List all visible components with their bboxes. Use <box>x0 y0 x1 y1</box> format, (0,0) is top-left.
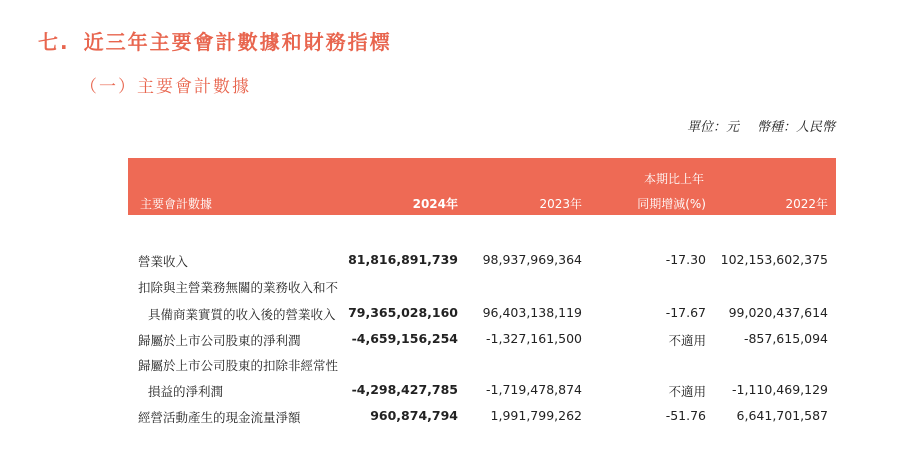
table-row-adjusted-net-profit-label <box>128 356 836 374</box>
row-label-line2: 具備商業實質的收入後的營業收入 <box>148 307 336 322</box>
table-row-operating-cash-flow <box>128 408 836 426</box>
value-2022: -1,110,469,129 <box>732 382 828 397</box>
header-2022: 2022年 <box>785 197 828 211</box>
value-2022: -857,615,094 <box>743 331 828 346</box>
table-row-adjusted-revenue-label <box>128 278 836 296</box>
unit-label: 單位：元 <box>686 120 739 135</box>
header-change-line1: 本期比上年 <box>643 172 704 186</box>
row-label-line1: 歸屬於上市公司股東的扣除非經常性 <box>138 358 339 373</box>
table-row-adjusted-revenue <box>128 305 836 323</box>
value-2024: 79,365,028,160 <box>348 305 458 320</box>
value-2024: -4,659,156,254 <box>351 331 458 346</box>
table-row-adjusted-net-profit <box>128 382 836 400</box>
header-2024: 2024年 <box>412 197 458 211</box>
value-2023: -1,327,161,500 <box>486 331 582 346</box>
section-number: 七. <box>38 30 70 54</box>
value-2023: 1,991,799,262 <box>490 408 582 423</box>
value-2022: 102,153,602,375 <box>720 252 828 267</box>
header-label: 主要會計數據 <box>140 197 213 211</box>
table-row-net-profit <box>128 331 836 349</box>
section-title <box>38 26 392 55</box>
table-row-revenue <box>128 252 836 270</box>
value-2024: 960,874,794 <box>370 408 458 423</box>
value-change: -17.30 <box>665 252 706 267</box>
value-change: 不適用 <box>668 384 706 399</box>
value-2023: -1,719,478,874 <box>486 382 582 397</box>
value-2022: 6,641,701,587 <box>736 408 828 423</box>
section-title-text: 近三年主要會計數據和財務指標 <box>83 30 392 54</box>
value-2024: 81,816,891,739 <box>348 252 458 267</box>
row-label-line2: 損益的淨利潤 <box>148 384 224 399</box>
header-2023: 2023年 <box>539 197 582 211</box>
unit-note <box>687 116 835 135</box>
value-2024: -4,298,427,785 <box>351 382 458 397</box>
header-change-line2: 同期增減(%) <box>637 197 706 211</box>
value-change: -17.67 <box>665 305 706 320</box>
value-2023: 96,403,138,119 <box>482 305 582 320</box>
value-change: -51.76 <box>665 408 706 423</box>
value-2022: 99,020,437,614 <box>728 305 828 320</box>
value-2023: 98,937,969,364 <box>482 252 582 267</box>
value-change: 不適用 <box>668 333 706 348</box>
row-label-line1: 扣除與主營業務無關的業務收入和不 <box>138 280 339 295</box>
row-label: 營業收入 <box>138 254 189 269</box>
subsection-title: （一）主要會計數據 <box>80 77 251 97</box>
row-label: 經營活動產生的現金流量淨額 <box>138 410 301 425</box>
row-label: 歸屬於上市公司股東的淨利潤 <box>138 333 301 348</box>
currency-label: 幣種：人民幣 <box>756 120 835 135</box>
table-header <box>128 158 836 215</box>
